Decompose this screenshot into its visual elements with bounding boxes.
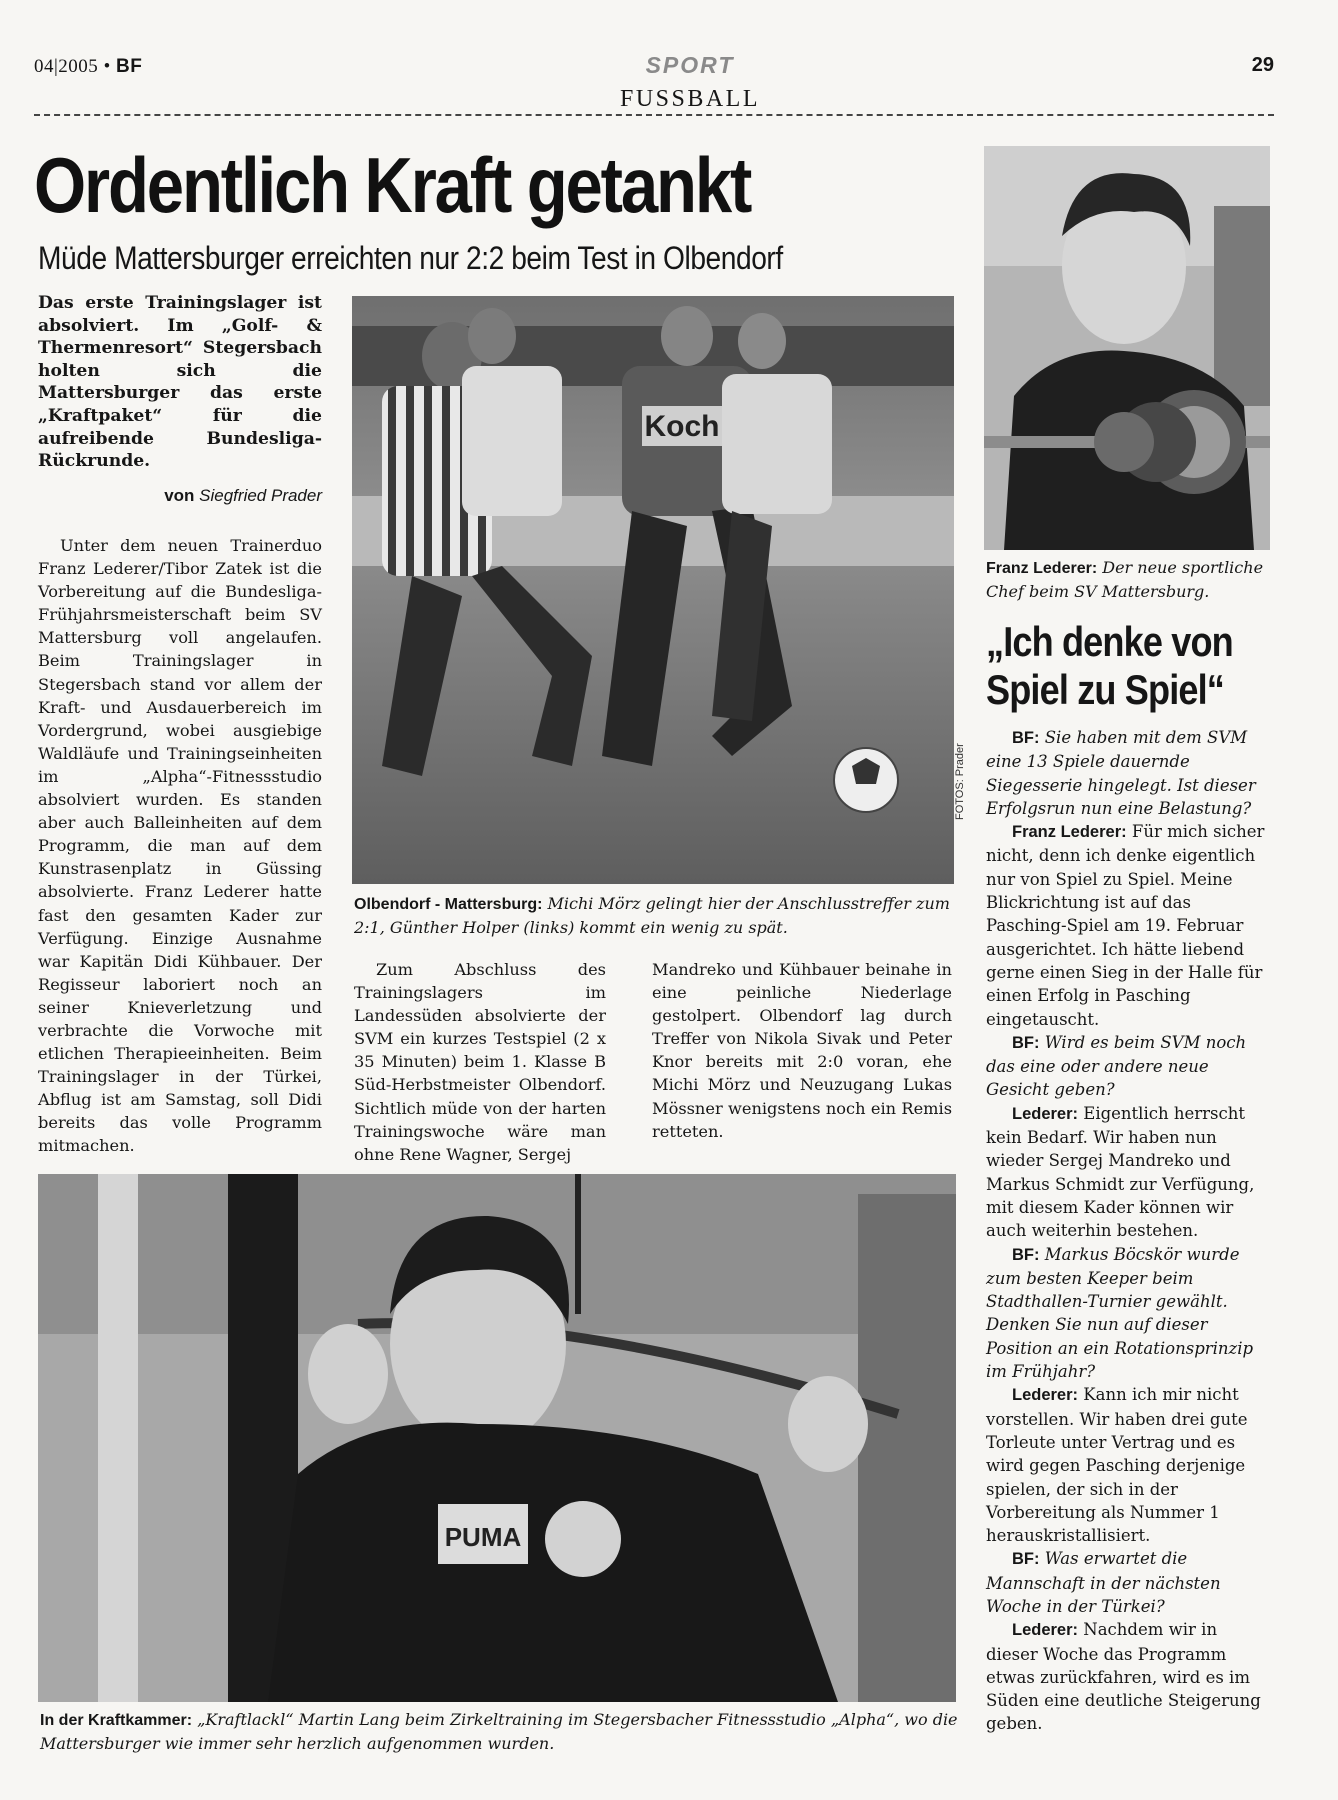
photo-credit: FOTOS: Prader [954, 743, 966, 820]
interview-speaker: BF: [1012, 1033, 1040, 1052]
interview-item [986, 726, 1270, 820]
match-caption-label: Olbendorf - Mattersburg: [354, 896, 543, 913]
interview-speaker: BF: [1012, 729, 1040, 747]
byline-author: Siegfried Prader [199, 486, 322, 505]
interview-question: Was erwartet die Mannschaft in der nächsten Woche in der Türkei? [986, 1549, 1221, 1616]
issue-number: 04|2005 [34, 56, 99, 77]
gym-caption-label: In der Kraftkammer: [40, 1712, 193, 1729]
shirt-brand: PUMA [444, 1522, 522, 1552]
interview-speaker: BF: [1012, 1550, 1040, 1569]
bullet: • [103, 56, 111, 77]
section-title: SPORT [645, 52, 735, 78]
issue-date [34, 56, 142, 78]
page-number: 29 [1251, 54, 1274, 76]
interview-item [986, 1102, 1270, 1243]
gym-caption-text: „Kraftlackl“ Martin Lang beim Zirkeltraining im Stegersbacher Fitnessstudio „Alpha“, wo die Mattersburger wie immer sehr herzlich aufgenommen wurden. [40, 1710, 958, 1753]
match-photo-caption [354, 892, 954, 939]
interview-answer: Kann ich mir nicht vorstellen. Wir haben drei gute Torleute unter Vertrag und es wird gegen Pasching derjenige spielen, der sich in der Vorbereitung als Nummer 1 herauskristallisiert. [986, 1385, 1248, 1546]
byline [38, 486, 322, 506]
gym-photo [38, 1174, 956, 1702]
interview-answer: Für mich sicher nicht, denn ich denke eigentlich nur von Spiel zu Spiel. Meine Blickrichtung ist auf das Pasching-Spiel am 19. Februar ausgerichtet. Ich hätte liebend gerne einen Sieg in der Halle für einen Erfolg in Pasching eingetauscht. [986, 822, 1265, 1029]
coach-photo-caption [986, 556, 1270, 603]
subsection-title: FUSSBALL [619, 86, 761, 112]
interview-speaker: Lederer: [1012, 1104, 1079, 1123]
coach-photo [984, 146, 1270, 550]
interview-item [986, 1547, 1270, 1618]
interview-item [986, 1618, 1270, 1735]
coach-caption-label: Franz Lederer: [986, 560, 1098, 577]
header-divider [34, 114, 1274, 116]
interview-question: Markus Böcskör wurde zum besten Keeper beim Stadthallen-Turnier gewählt. Denken Sie nun auf dieser Position an ein Rotationsprinzip im Frühjahr? [986, 1244, 1254, 1382]
coach-caption-text: Der neue sportliche Chef beim SV Mattersburg. [986, 558, 1264, 601]
interview-item [986, 1243, 1270, 1384]
match-photo [352, 296, 954, 884]
article-body-column-1: Unter dem neuen Trainerduo Franz Lederer/Tibor Zatek ist die Vorbereitung auf die Bundesliga-Frühjahrsmeisterschaft beim SV Mattersburg voll angelaufen. Beim Trainingslager in Stegersbach stand vor allem der Kraft- und Ausdauerbereich im Vordergrund, wobei ausgiebige Waldläufe und Trainingseinheiten im „Alpha“-Fitnessstudio absolviert wurden. Es standen aber auch Balleinheiten auf dem Programm, die man auf dem Kunstrasenplatz in Güssing absolvierte. Franz Lederer hatte fast den gesamten Kader zur Verfügung. Einzige Ausnahme war Kapitän Didi Kühbauer. Der Regisseur laboriert noch an seiner Knieverletzung und verbrachte die Vorwoche mit etlichen Therapieeinheiten. Beim Trainingslager in der Türkei, Abflug ist am Samstag, soll Didi bereits das volle Programm mitmachen. [38, 536, 322, 1156]
interview-speaker: Franz Lederer: [1012, 823, 1127, 842]
interview-answer: Eigentlich herrscht kein Bedarf. Wir haben nun wieder Sergej Mandreko und Markus Schmidt zur Verfügung, mit diesem Kader können wir auch weiterhin bestehen. [986, 1103, 1255, 1241]
interview-answer: Nachdem wir in dieser Woche das Programm etwas zurückfahren, wird es im Süden eine deutliche Steigerung geben. [986, 1620, 1261, 1734]
interview-item [986, 1383, 1270, 1547]
interview-speaker: Lederer: [1012, 1386, 1079, 1405]
byline-prefix: von [164, 486, 195, 505]
match-caption-text: Michi Mörz gelingt hier der Anschlusstreffer zum 2:1, Günther Holper (links) kommt ein wenig zu spät. [354, 894, 950, 937]
interview-heading: „Ich denke von Spiel zu Spiel“ [986, 618, 1233, 713]
interview-question: Sie haben mit dem SVM eine 13 Spiele dauernde Siegesserie hingelegt. Ist dieser Erfolgsrun nun eine Belastung? [986, 728, 1256, 818]
article-headline: Ordentlich Kraft getankt [34, 141, 751, 229]
interview-body [986, 726, 1270, 1736]
interview-item [986, 1031, 1270, 1102]
article-body-column-3: Mandreko und Kühbauer beinahe in eine peinliche Niederlage gestolpert. Olbendorf lag durch Treffer von Nikola Sivak und Peter Knor bereits mit 2:0 voran, ehe Michi Mörz und Neuzugang Lukas Mössner wenigstens noch ein Remis retteten. [652, 960, 952, 1141]
article-body-column-2: Zum Abschluss des Trainingslagers im Landessüden absolvierte der SVM ein kurzes Testspiel (2 x 35 Minuten) beim 1. Klasse B Süd-Herbstmeister Olbendorf. Sichtlich müde von der harten Trainingswoche wäre man ohne Rene Wagner, Sergej [354, 960, 606, 1164]
publication-name: BF [115, 56, 143, 77]
jersey-sponsor: Koch [644, 410, 720, 443]
gym-photo-caption [40, 1708, 960, 1755]
interview-speaker: BF: [1012, 1245, 1040, 1264]
article-subheadline: Müde Mattersburger erreichten nur 2:2 beim Test in Olbendorf [38, 240, 783, 276]
article-lead: Das erste Trainingslager ist absolviert. Im „Golf- & Thermenresort“ Stegersbach holten sich die Mattersburger das erste „Kraftpaket“ für die aufreibende Bundesliga-Rückrunde. [38, 293, 322, 472]
interview-question: Wird es beim SVM noch das eine oder andere neue Gesicht geben? [986, 1032, 1247, 1100]
interview-item [986, 820, 1270, 1031]
interview-speaker: Lederer: [1012, 1621, 1079, 1640]
